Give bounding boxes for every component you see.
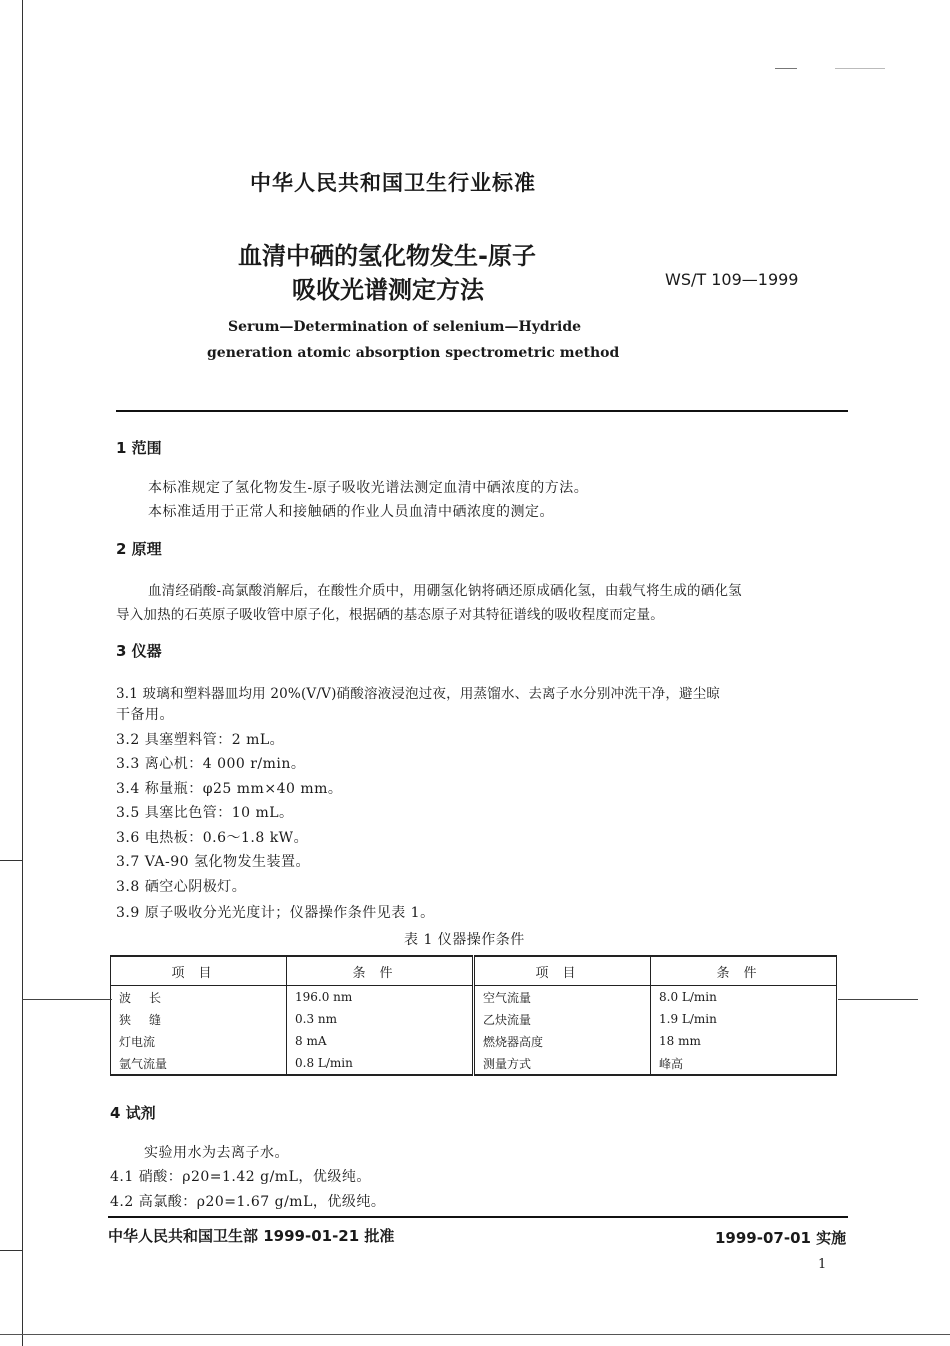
table-cell: 8.0 L/min xyxy=(651,986,837,1009)
table-cell: 峰高 xyxy=(651,1052,837,1075)
scan-artifact xyxy=(835,68,885,69)
operating-conditions-table xyxy=(110,955,837,1076)
section-3-item-3: 3.3 离心机：4 000 r/min。 xyxy=(116,756,306,772)
approval-date: 中华人民共和国卫生部 1999-01-21 批准 xyxy=(108,1227,395,1245)
scan-artifact xyxy=(775,68,797,69)
section-4-heading: 4 试剂 xyxy=(110,1104,156,1122)
table-row xyxy=(111,986,837,1009)
english-title-line-2: generation atomic absorption spectrometric method xyxy=(207,345,620,361)
table-row xyxy=(111,1008,837,1030)
section-4-item-2: 4.2 高氯酸：ρ20=1.67 g/mL，优级纯。 xyxy=(110,1194,386,1210)
table-cell: 0.8 L/min xyxy=(287,1052,474,1075)
table-cell: 燃烧器高度 xyxy=(474,1030,651,1052)
table-cell: 0.3 nm xyxy=(287,1008,474,1030)
section-3-item-9: 3.9 原子吸收分光光度计；仪器操作条件见表 1。 xyxy=(116,905,435,921)
title-line-1: 血清中硒的氢化物发生-原子 xyxy=(238,242,536,270)
page-number: 1 xyxy=(818,1257,827,1272)
section-4-para: 实验用水为去离子水。 xyxy=(144,1145,289,1161)
section-3-item-5: 3.5 具塞比色管：10 mL。 xyxy=(116,805,294,821)
table-cell: 18 mm xyxy=(651,1030,837,1052)
english-title-line-1: Serum—Determination of selenium—Hydride xyxy=(228,319,582,335)
table-cell: 灯电流 xyxy=(111,1030,287,1052)
table-cell: 测量方式 xyxy=(474,1052,651,1075)
table-header-cell: 条件 xyxy=(287,956,474,986)
table-caption: 表 1 仪器操作条件 xyxy=(404,932,525,948)
section-3-item-6: 3.6 电热板：0.6～1.8 kW。 xyxy=(116,830,309,846)
section-2-para-line-1: 血清经硝酸-高氯酸消解后，在酸性介质中，用硼氢化钠将硒还原成硒化氢，由载气将生成的硒化氢 xyxy=(148,583,742,599)
scan-artifact xyxy=(838,999,918,1000)
table-cell: 狭缝 xyxy=(111,1008,287,1030)
section-1-heading: 1 范围 xyxy=(116,439,162,457)
footer-divider xyxy=(108,1216,848,1218)
standard-code: WS/T 109—1999 xyxy=(665,270,799,289)
margin-tick xyxy=(0,860,22,861)
table-cell: 1.9 L/min xyxy=(651,1008,837,1030)
effective-date: 1999-07-01 实施 xyxy=(715,1229,847,1247)
standard-category: 中华人民共和国卫生行业标准 xyxy=(250,171,536,195)
table-cell: 氩气流量 xyxy=(111,1052,287,1075)
table-header-cell: 项目 xyxy=(474,956,651,986)
section-2-para-line-2: 导入加热的石英原子吸收管中原子化，根据硒的基态原子对其特征谱线的吸收程度而定量。 xyxy=(116,607,664,623)
section-1-para-2: 本标准适用于正常人和接触硒的作业人员血清中硒浓度的测定。 xyxy=(148,504,554,520)
table-cell: 波长 xyxy=(111,986,287,1009)
table-header-cell: 条件 xyxy=(651,956,837,986)
table-header-cell: 项目 xyxy=(111,956,287,986)
section-3-item-2: 3.2 具塞塑料管：2 mL。 xyxy=(116,732,285,748)
header-divider xyxy=(116,410,848,412)
section-3-item-4: 3.4 称量瓶：φ25 mm×40 mm。 xyxy=(116,781,343,797)
margin-tick xyxy=(0,1250,22,1251)
scan-artifact xyxy=(22,999,112,1000)
table-cell: 空气流量 xyxy=(474,986,651,1009)
table-cell: 8 mA xyxy=(287,1030,474,1052)
table-row xyxy=(111,1030,837,1052)
table-row xyxy=(111,1052,837,1075)
page-bottom-border xyxy=(0,1334,950,1335)
table-header-row xyxy=(111,956,837,986)
section-1-para-1: 本标准规定了氢化物发生-原子吸收光谱法测定血清中硒浓度的方法。 xyxy=(148,480,589,496)
section-3-item-1-line-1: 3.1 玻璃和塑料器皿均用 20%(V/V)硝酸溶液浸泡过夜，用蒸馏水、去离子水分别冲洗干净，避尘晾 xyxy=(116,686,721,702)
section-3-item-7: 3.7 VA-90 氢化物发生装置。 xyxy=(116,854,310,870)
page-left-border xyxy=(22,0,23,1346)
table-cell: 乙炔流量 xyxy=(474,1008,651,1030)
section-3-item-8: 3.8 硒空心阴极灯。 xyxy=(116,879,247,895)
section-2-heading: 2 原理 xyxy=(116,540,162,558)
section-3-heading: 3 仪器 xyxy=(116,642,162,660)
title-line-2: 吸收光谱测定方法 xyxy=(292,276,484,304)
table-cell: 196.0 nm xyxy=(287,986,474,1009)
section-3-item-1-line-2: 干备用。 xyxy=(116,707,174,723)
section-4-item-1: 4.1 硝酸：ρ20=1.42 g/mL，优级纯。 xyxy=(110,1169,371,1185)
